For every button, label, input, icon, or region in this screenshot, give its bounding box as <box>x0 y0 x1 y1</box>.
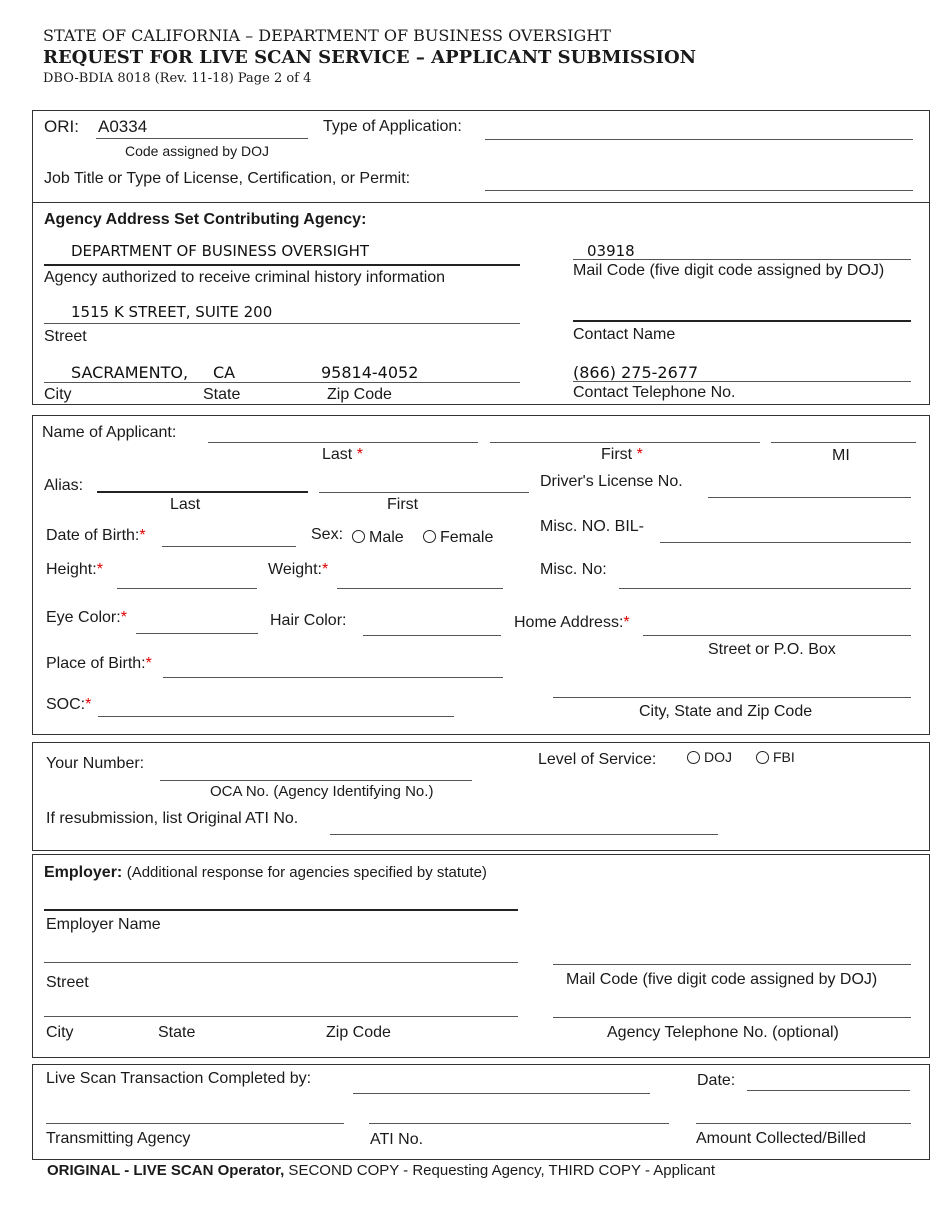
ori-value[interactable]: A0334 <box>98 117 148 136</box>
height-field[interactable] <box>117 588 257 589</box>
employer-name-caption: Employer Name <box>46 916 161 933</box>
transmitting-agency-field[interactable] <box>46 1123 344 1124</box>
job-title-field[interactable] <box>485 190 913 191</box>
misc-no-field[interactable] <box>619 588 911 589</box>
applicant-first-caption: First * <box>601 446 643 463</box>
alias-label: Alias: <box>44 477 84 494</box>
male-radio[interactable] <box>352 530 365 543</box>
sex-label: Sex: <box>311 526 344 543</box>
misc-bil-label: Misc. NO. BIL- <box>540 518 645 535</box>
completed-by-field[interactable] <box>353 1093 650 1094</box>
footer-copies: ORIGINAL - LIVE SCAN Operator, SECOND COPY - Requesting Agency, THIRD COPY - Applicant <box>47 1162 715 1179</box>
hair-color-field[interactable] <box>363 635 501 636</box>
date-label: Date: <box>697 1072 736 1089</box>
fbi-radio[interactable] <box>756 751 769 764</box>
ati-number-field[interactable] <box>369 1123 669 1124</box>
weight-field[interactable] <box>337 588 503 589</box>
sex-female-option[interactable]: Female <box>423 529 493 547</box>
city-state-zip-caption: City, State and Zip Code <box>639 703 813 720</box>
mail-code-value[interactable]: 03918 <box>587 242 635 260</box>
sex-male-option[interactable]: Male <box>352 529 404 547</box>
agency-state-value[interactable]: CA <box>213 363 236 382</box>
home-address-field[interactable] <box>643 635 911 636</box>
ori-line <box>96 138 308 139</box>
agency-street-caption: Street <box>44 328 87 345</box>
agency-name-value[interactable]: DEPARTMENT OF BUSINESS OVERSIGHT <box>71 242 370 260</box>
level-fbi-option[interactable]: FBI <box>756 749 795 765</box>
alias-first-field[interactable] <box>319 492 529 493</box>
contact-phone-value[interactable]: (866) 275-2677 <box>573 363 699 382</box>
alias-first-caption: First <box>387 496 419 513</box>
weight-label: Weight:* <box>268 561 329 578</box>
oca-number-field[interactable] <box>160 780 472 781</box>
applicant-last-field[interactable] <box>208 442 478 443</box>
contact-name-caption: Contact Name <box>573 326 676 343</box>
type-of-application-field[interactable] <box>485 139 913 140</box>
dob-label: Date of Birth:* <box>46 527 146 544</box>
employer-state-caption: State <box>158 1024 196 1041</box>
employer-street-caption: Street <box>46 974 89 991</box>
female-radio[interactable] <box>423 530 436 543</box>
header-agency: STATE OF CALIFORNIA – DEPARTMENT OF BUSINESS OVERSIGHT <box>43 26 611 45</box>
home-city-state-zip-field[interactable] <box>553 697 911 698</box>
date-field[interactable] <box>747 1090 910 1091</box>
transmitting-agency-caption: Transmitting Agency <box>46 1130 191 1147</box>
job-title-label: Job Title or Type of License, Certification, or Permit: <box>44 170 411 187</box>
employer-phone-field[interactable] <box>553 1017 911 1018</box>
ati-number-caption: ATI No. <box>370 1131 424 1148</box>
alias-last-field[interactable] <box>97 491 308 493</box>
applicant-mi-caption: MI <box>832 447 850 464</box>
agency-name-caption: Agency authorized to receive criminal history information <box>44 269 446 286</box>
dob-field[interactable] <box>162 546 296 547</box>
employer-mail-code-caption: Mail Code (five digit code assigned by DOJ) <box>566 971 878 988</box>
your-number-label: Your Number: <box>46 755 145 772</box>
eye-color-label: Eye Color:* <box>46 609 127 626</box>
ori-caption: Code assigned by DOJ <box>125 143 269 159</box>
agency-name-line <box>44 264 520 266</box>
misc-bil-field[interactable] <box>660 542 911 543</box>
employer-mail-code-field[interactable] <box>553 964 911 965</box>
drivers-license-label: Driver's License No. <box>540 473 683 490</box>
agency-zip-value[interactable]: 95814-4052 <box>321 363 419 382</box>
alias-last-caption: Last <box>170 496 201 513</box>
level-doj-option[interactable]: DOJ <box>687 749 732 765</box>
place-of-birth-field[interactable] <box>163 677 503 678</box>
contact-phone-line <box>573 381 911 382</box>
amount-caption: Amount Collected/Billed <box>696 1130 866 1147</box>
place-of-birth-label: Place of Birth:* <box>46 655 152 672</box>
home-address-label: Home Address:* <box>514 614 630 631</box>
drivers-license-field[interactable] <box>708 497 911 498</box>
applicant-mi-field[interactable] <box>771 442 916 443</box>
resubmission-label: If resubmission, list Original ATI No. <box>46 810 299 827</box>
agency-city-line <box>44 382 520 383</box>
agency-street-line <box>44 323 520 324</box>
misc-no-label: Misc. No: <box>540 561 607 578</box>
applicant-last-caption: Last * <box>322 446 363 463</box>
level-of-service-label: Level of Service: <box>538 751 657 768</box>
oca-caption: OCA No. (Agency Identifying No.) <box>210 783 434 800</box>
contact-phone-caption: Contact Telephone No. <box>573 384 736 401</box>
agency-city-value[interactable]: SACRAMENTO, <box>71 363 189 382</box>
employer-street-field[interactable] <box>44 962 518 963</box>
agency-heading: Agency Address Set Contributing Agency: <box>44 211 367 228</box>
section-applicant <box>32 415 930 735</box>
soc-label: SOC:* <box>46 696 92 713</box>
amount-field[interactable] <box>696 1123 911 1124</box>
original-ati-field[interactable] <box>330 834 718 835</box>
employer-name-field[interactable] <box>44 909 518 911</box>
form-id: DBO-BDIA 8018 (Rev. 11-18) Page 2 of 4 <box>43 71 312 86</box>
agency-street-value[interactable]: 1515 K STREET, SUITE 200 <box>71 303 273 321</box>
form-title: REQUEST FOR LIVE SCAN SERVICE – APPLICANT SUBMISSION <box>43 47 697 68</box>
ori-label: ORI: <box>44 117 79 136</box>
type-of-application-label: Type of Application: <box>323 118 462 135</box>
street-or-po-box-caption: Street or P.O. Box <box>708 641 836 658</box>
height-label: Height:* <box>46 561 103 578</box>
doj-radio[interactable] <box>687 751 700 764</box>
contact-name-field[interactable] <box>573 320 911 322</box>
zip-caption: Zip Code <box>327 386 392 403</box>
soc-field[interactable] <box>98 716 454 717</box>
employer-phone-caption: Agency Telephone No. (optional) <box>607 1024 839 1041</box>
eye-color-field[interactable] <box>136 633 258 634</box>
completed-by-label: Live Scan Transaction Completed by: <box>46 1070 312 1087</box>
employer-heading: Employer: (Additional response for agencies specified by statute) <box>44 864 487 881</box>
hair-color-label: Hair Color: <box>270 612 347 629</box>
applicant-first-field[interactable] <box>490 442 760 443</box>
city-caption: City <box>44 386 72 403</box>
state-caption: State <box>203 386 241 403</box>
mail-code-caption: Mail Code (five digit code assigned by DOJ) <box>573 262 885 279</box>
employer-zip-caption: Zip Code <box>326 1024 391 1041</box>
applicant-name-label: Name of Applicant: <box>42 424 177 441</box>
employer-city-caption: City <box>46 1024 74 1041</box>
employer-city-field[interactable] <box>44 1016 518 1017</box>
mail-code-line <box>573 259 911 260</box>
